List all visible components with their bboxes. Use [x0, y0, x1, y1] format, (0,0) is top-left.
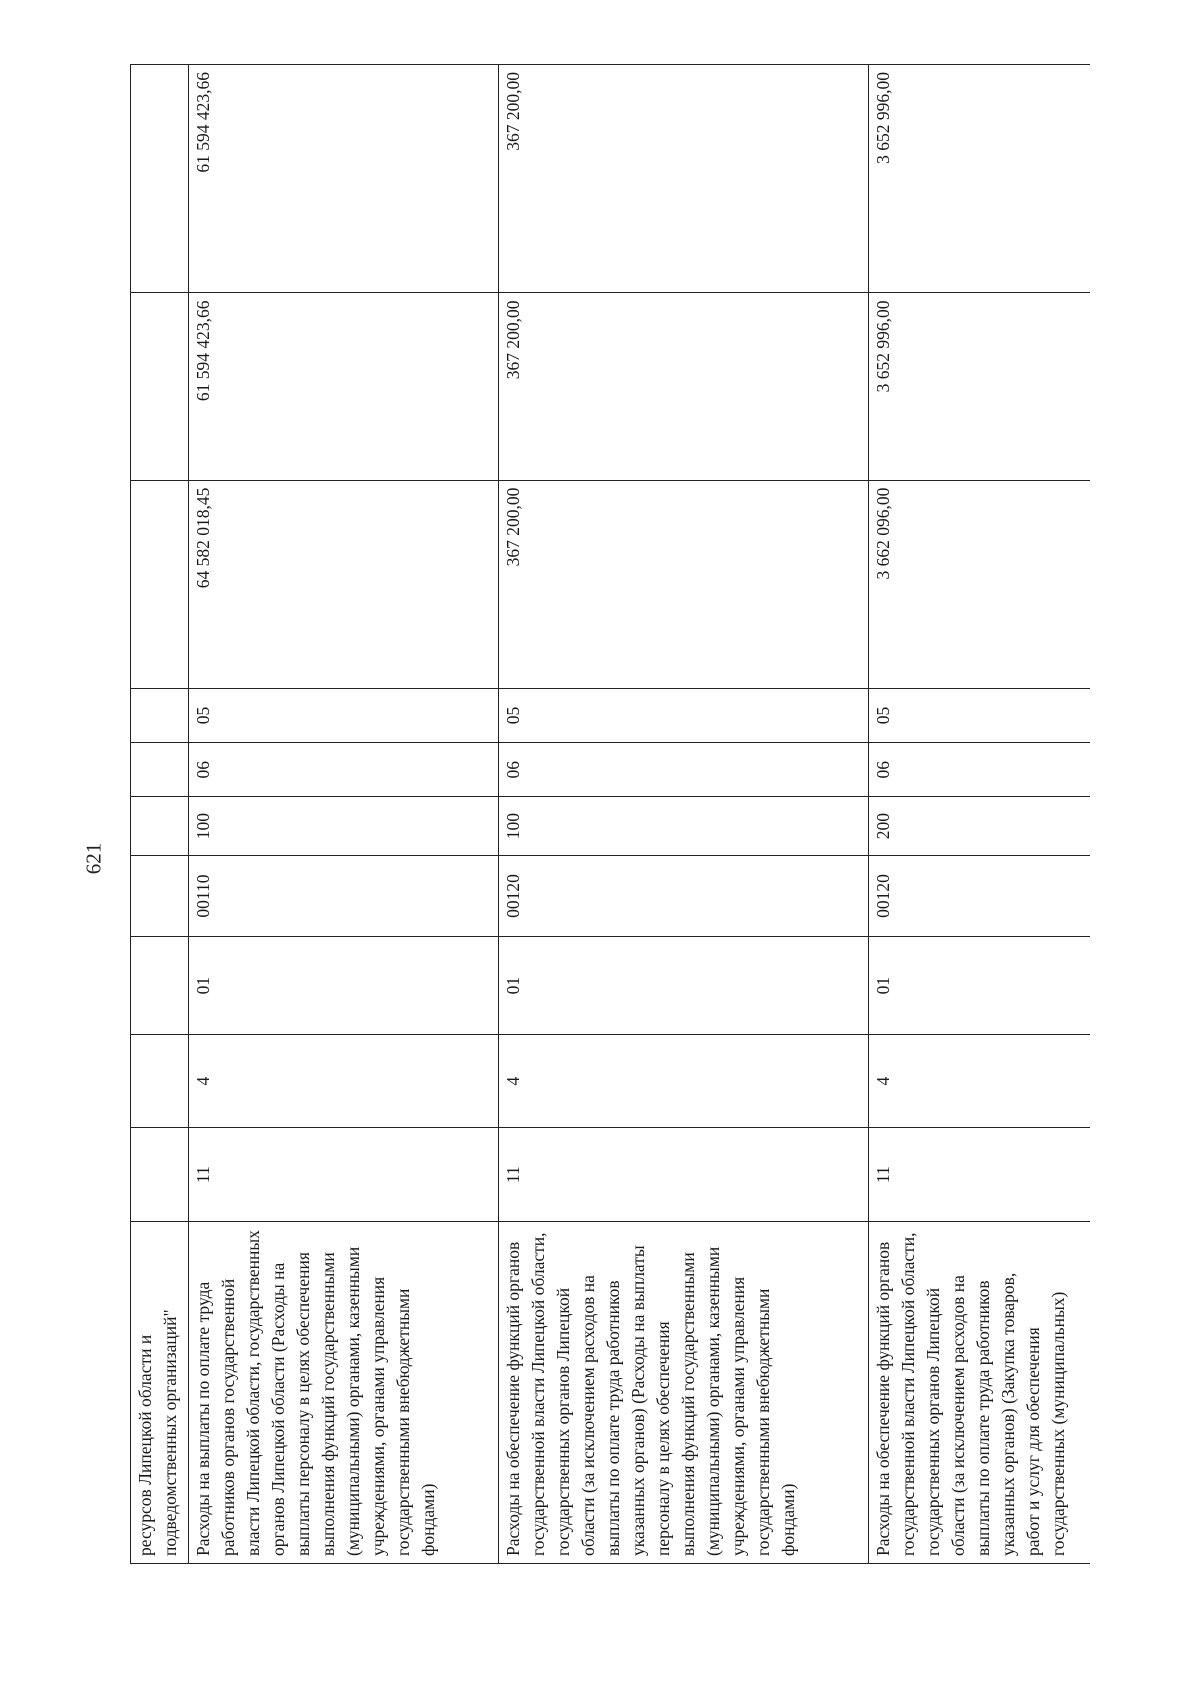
code-cell: 00120	[869, 855, 1091, 936]
table-row	[869, 65, 1091, 1564]
table-row	[189, 65, 499, 1564]
amount-cell: 61 594 423,66	[189, 65, 499, 293]
rotated-table	[130, 64, 1090, 1564]
page-number-text: 621	[81, 842, 106, 874]
code-cell: 05	[189, 688, 499, 742]
code-cell: 01	[499, 937, 869, 1035]
code-cell: 11	[499, 1128, 869, 1222]
code-cell: 05	[869, 688, 1091, 742]
amount-cell: 64 582 018,45	[189, 480, 499, 688]
code-cell: 00110	[189, 855, 499, 936]
table-row	[499, 65, 869, 1564]
code-cell: 06	[499, 743, 869, 797]
code-cell: 200	[869, 797, 1091, 855]
table-row	[131, 65, 189, 1564]
budget-table	[130, 64, 1090, 1564]
code-cell: 06	[869, 743, 1091, 797]
code-cell	[131, 1128, 189, 1222]
code-cell: 11	[189, 1128, 499, 1222]
code-cell	[131, 855, 189, 936]
code-cell	[131, 797, 189, 855]
page-number	[74, 828, 114, 888]
amount-cell	[131, 480, 189, 688]
amount-cell: 61 594 423,66	[189, 293, 499, 480]
amount-cell: 3 652 996,00	[869, 293, 1091, 480]
row-description: Расходы на обеспечение функций органов государственной власти Липецкой области, государственных органов Липецкой области (за исключением расходов на выплаты по оплате труда работников указанных органов) (Закупка товаров, работ и услуг для обеспечения государственных (муниципальных)	[869, 1221, 1091, 1563]
amount-cell: 367 200,00	[499, 65, 869, 293]
amount-cell: 3 652 996,00	[869, 65, 1091, 293]
amount-cell: 367 200,00	[499, 293, 869, 480]
code-cell: 06	[189, 743, 499, 797]
code-cell: 4	[499, 1034, 869, 1128]
amount-cell	[131, 65, 189, 293]
amount-cell	[131, 293, 189, 480]
code-cell: 100	[189, 797, 499, 855]
amount-cell: 3 662 096,00	[869, 480, 1091, 688]
code-cell: 11	[869, 1128, 1091, 1222]
code-cell: 01	[869, 937, 1091, 1035]
row-description: ресурсов Липецкой области и подведомственных организаций"	[131, 1221, 189, 1563]
code-cell	[131, 937, 189, 1035]
code-cell	[131, 688, 189, 742]
row-description: Расходы на выплаты по оплате труда работников органов государственной власти Липецкой области, государственных органов Липецкой области (Расходы на выплаты персоналу в целях обеспечения выполнения функций государственными (муниципальными) органами, казенными учреждениями, органами управления государственными внебюджетными фондами)	[189, 1221, 499, 1563]
amount-cell: 367 200,00	[499, 480, 869, 688]
code-cell: 4	[189, 1034, 499, 1128]
code-cell: 4	[869, 1034, 1091, 1128]
rotated-table-frame	[130, 64, 1090, 1564]
code-cell	[131, 743, 189, 797]
code-cell: 01	[189, 937, 499, 1035]
code-cell: 100	[499, 797, 869, 855]
code-cell	[131, 1034, 189, 1128]
row-description: Расходы на обеспечение функций органов государственной власти Липецкой области, государственных органов Липецкой области (за исключением расходов на выплаты по оплате труда работников указанных органов) (Расходы на выплаты персоналу в целях обеспечения выполнения функций государственными (муниципальными) органами, казенными учреждениями, органами управления государственными внебюджетными фондами)	[499, 1221, 869, 1563]
code-cell: 05	[499, 688, 869, 742]
code-cell: 00120	[499, 855, 869, 936]
